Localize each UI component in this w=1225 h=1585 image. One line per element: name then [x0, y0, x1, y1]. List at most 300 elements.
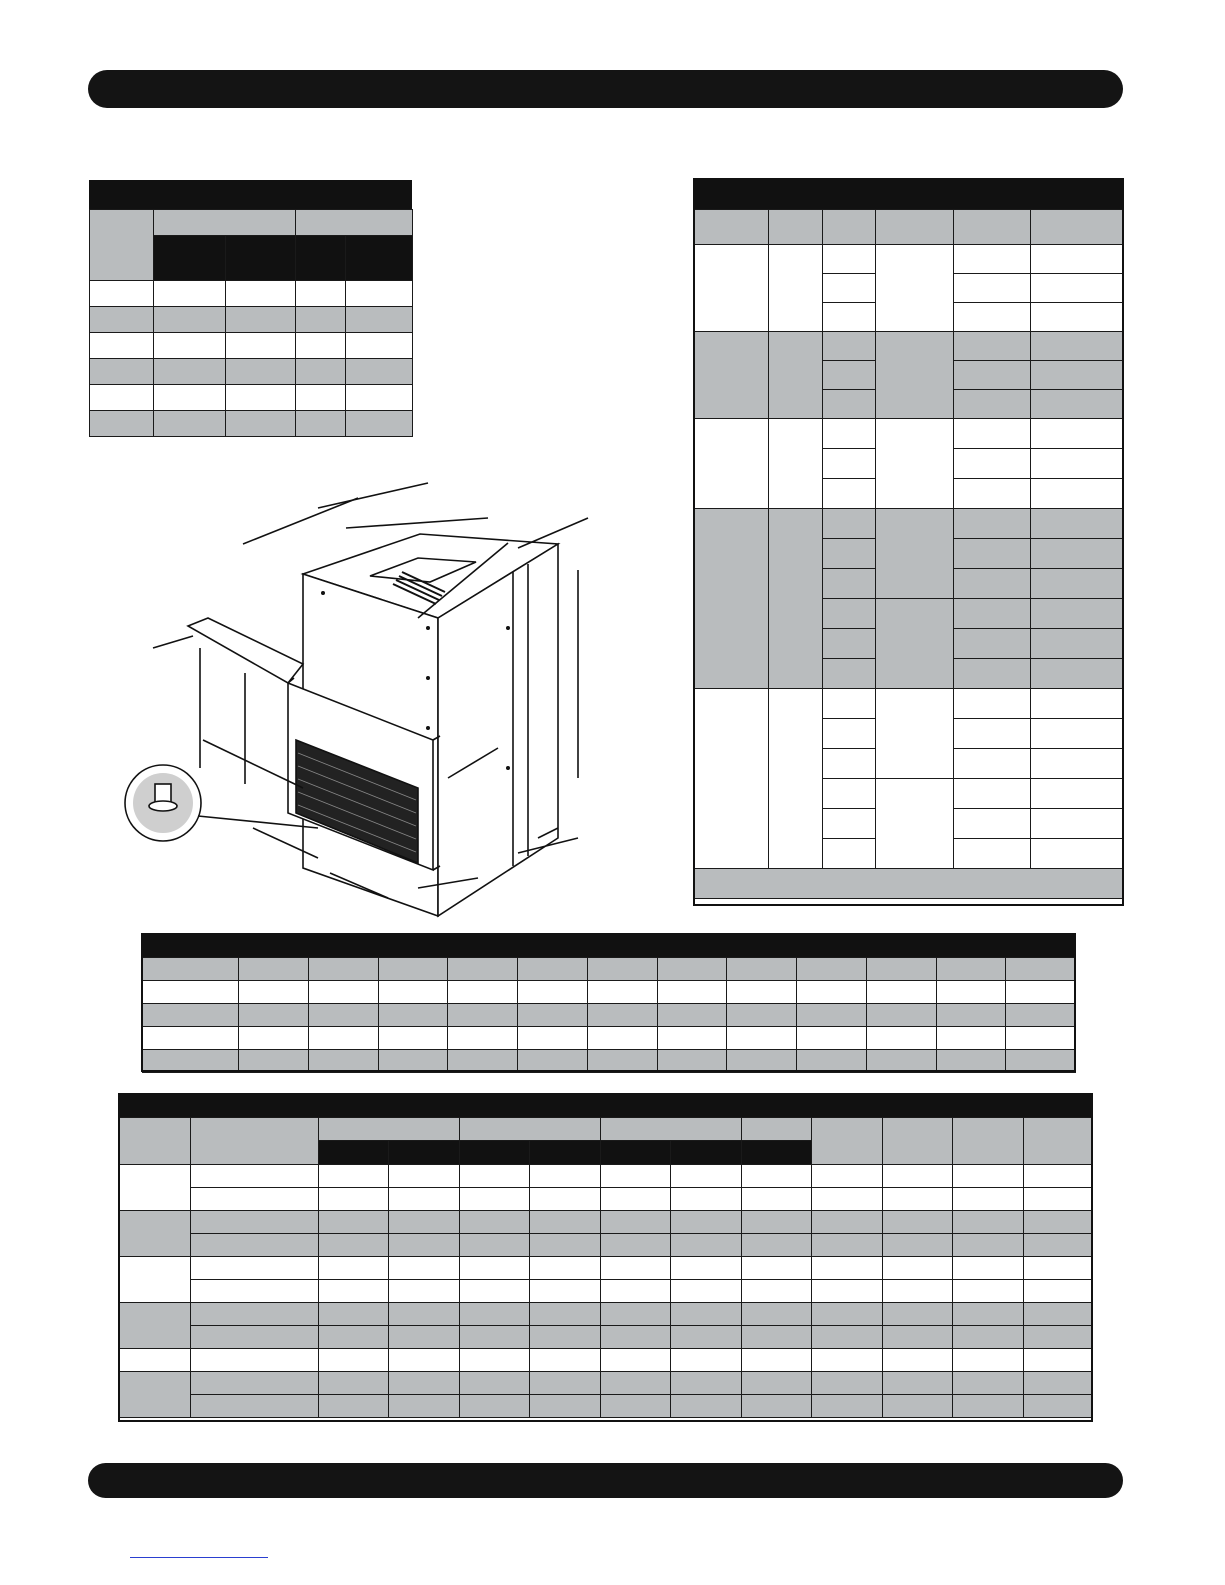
perf-cell	[389, 1280, 460, 1303]
strip-cell	[797, 958, 867, 981]
perf-cell	[460, 1234, 530, 1257]
perf-cell	[389, 1372, 460, 1395]
perf-cell	[671, 1349, 742, 1372]
perf-cell	[460, 1326, 530, 1349]
perf-cell	[671, 1326, 742, 1349]
electrical-title-bar	[694, 178, 1123, 209]
perf-head	[120, 1118, 191, 1165]
capacity-strip-title-bar	[142, 933, 1075, 957]
strip-cell	[239, 1004, 309, 1027]
elec-model-cell	[695, 509, 769, 689]
perf-cell	[191, 1349, 319, 1372]
perf-cell	[742, 1188, 812, 1211]
elec-cell	[823, 419, 876, 449]
perf-cell	[319, 1395, 389, 1418]
elec-cell	[954, 449, 1031, 479]
elec-cell	[954, 390, 1031, 419]
small-spec-cell	[296, 281, 346, 307]
strip-cell	[308, 958, 378, 981]
perf-model-cell	[120, 1165, 191, 1211]
perf-cell	[460, 1349, 530, 1372]
perf-cell	[742, 1234, 812, 1257]
elec-cell	[954, 719, 1031, 749]
perf-cell	[530, 1372, 601, 1395]
perf-cell	[191, 1165, 319, 1188]
strip-cell	[797, 1004, 867, 1027]
perf-cell	[601, 1280, 671, 1303]
perf-cell	[742, 1165, 812, 1188]
strip-cell	[1006, 958, 1076, 981]
strip-cell	[378, 1050, 448, 1073]
strip-cell	[866, 981, 936, 1004]
perf-group-head	[601, 1118, 742, 1141]
perf-subhead	[601, 1141, 671, 1165]
strip-cell	[1006, 1050, 1076, 1073]
strip-cell	[448, 958, 518, 981]
perf-cell	[953, 1326, 1024, 1349]
elec-cell	[954, 779, 1031, 809]
perf-cell	[742, 1349, 812, 1372]
elec-cell	[1031, 479, 1124, 509]
small-spec-cell	[296, 385, 346, 411]
small-spec-title-bar	[89, 180, 412, 209]
perf-cell	[1024, 1234, 1093, 1257]
strip-cell	[143, 958, 239, 981]
electrical-table	[694, 209, 1124, 899]
elec-cell	[823, 569, 876, 599]
small-spec-cell	[346, 307, 413, 333]
strip-cell	[143, 1027, 239, 1050]
strip-cell	[866, 1027, 936, 1050]
perf-cell	[319, 1303, 389, 1326]
perf-subhead	[319, 1141, 389, 1165]
strip-cell	[143, 1004, 239, 1027]
strip-cell	[587, 1004, 657, 1027]
perf-subhead	[671, 1141, 742, 1165]
perf-cell	[389, 1188, 460, 1211]
elec-cell	[954, 839, 1031, 869]
strip-cell	[518, 1027, 588, 1050]
perf-cell	[883, 1234, 953, 1257]
perf-cell	[319, 1234, 389, 1257]
perf-cell	[953, 1165, 1024, 1188]
elec-cell	[823, 303, 876, 332]
strip-cell	[587, 981, 657, 1004]
elec-head	[1031, 210, 1124, 245]
elec-cell	[1031, 689, 1124, 719]
perf-cell	[601, 1188, 671, 1211]
perf-cell	[742, 1303, 812, 1326]
small-spec-subhead	[346, 236, 413, 281]
perf-cell	[742, 1257, 812, 1280]
elec-cell	[823, 390, 876, 419]
perf-group-head	[742, 1118, 812, 1141]
small-spec-group-head	[296, 210, 413, 236]
perf-model-cell	[120, 1211, 191, 1257]
strip-cell	[308, 1050, 378, 1073]
perf-subhead	[530, 1141, 601, 1165]
performance-title-bar	[119, 1093, 1092, 1117]
strip-cell	[239, 958, 309, 981]
elec-cell	[876, 599, 954, 689]
perf-cell	[953, 1372, 1024, 1395]
small-spec-cell	[296, 411, 346, 437]
elec-cell	[823, 659, 876, 689]
small-spec-cell	[154, 411, 226, 437]
small-spec-cell	[226, 281, 296, 307]
strip-cell	[518, 981, 588, 1004]
elec-cell	[823, 361, 876, 390]
strip-cell	[518, 1004, 588, 1027]
elec-cell	[823, 719, 876, 749]
perf-head	[191, 1118, 319, 1165]
elec-cell	[1031, 509, 1124, 539]
perf-cell	[812, 1349, 883, 1372]
elec-cell	[954, 303, 1031, 332]
strip-cell	[727, 1004, 797, 1027]
small-spec-cell	[346, 385, 413, 411]
perf-cell	[530, 1211, 601, 1234]
perf-cell	[812, 1372, 883, 1395]
small-spec-cell	[90, 333, 154, 359]
perf-cell	[742, 1372, 812, 1395]
elec-cell	[823, 449, 876, 479]
strip-cell	[239, 981, 309, 1004]
elec-cell	[769, 689, 823, 869]
perf-model-cell	[120, 1303, 191, 1349]
perf-cell	[460, 1211, 530, 1234]
strip-cell	[378, 1004, 448, 1027]
elec-head	[695, 210, 769, 245]
strip-cell	[657, 981, 727, 1004]
footer-link-underline[interactable]	[130, 1557, 268, 1558]
perf-cell	[1024, 1280, 1093, 1303]
perf-cell	[1024, 1188, 1093, 1211]
elec-cell	[1031, 332, 1124, 361]
small-spec-cell	[346, 359, 413, 385]
perf-cell	[530, 1165, 601, 1188]
elec-cell	[823, 809, 876, 839]
elec-model-cell	[695, 419, 769, 509]
capacity-strip-table	[142, 957, 1076, 1073]
elec-cell	[954, 659, 1031, 689]
perf-model-cell	[120, 1349, 191, 1372]
strip-cell	[308, 981, 378, 1004]
perf-head	[812, 1118, 883, 1165]
perf-cell	[601, 1349, 671, 1372]
strip-cell	[518, 958, 588, 981]
small-spec-cell	[154, 359, 226, 385]
strip-cell	[797, 1050, 867, 1073]
perf-cell	[671, 1372, 742, 1395]
perf-cell	[530, 1280, 601, 1303]
perf-cell	[883, 1211, 953, 1234]
perf-cell	[1024, 1372, 1093, 1395]
small-spec-cell	[296, 307, 346, 333]
perf-cell	[530, 1188, 601, 1211]
small-spec-subhead	[154, 236, 226, 281]
elec-cell	[1031, 449, 1124, 479]
perf-cell	[319, 1211, 389, 1234]
elec-cell	[954, 809, 1031, 839]
perf-cell	[671, 1280, 742, 1303]
elec-head	[876, 210, 954, 245]
perf-group-head	[319, 1118, 460, 1141]
perf-cell	[953, 1349, 1024, 1372]
elec-head	[954, 210, 1031, 245]
elec-cell	[1031, 390, 1124, 419]
perf-cell	[812, 1280, 883, 1303]
elec-cell	[954, 274, 1031, 303]
small-spec-cell	[226, 411, 296, 437]
strip-cell	[1006, 981, 1076, 1004]
perf-cell	[812, 1188, 883, 1211]
perf-cell	[319, 1280, 389, 1303]
perf-cell	[191, 1303, 319, 1326]
small-spec-cell	[154, 307, 226, 333]
elec-cell	[876, 689, 954, 779]
perf-group-head	[460, 1118, 601, 1141]
perf-subhead	[389, 1141, 460, 1165]
strip-cell	[866, 1004, 936, 1027]
elec-cell	[1031, 419, 1124, 449]
elec-cell	[1031, 569, 1124, 599]
perf-cell	[953, 1257, 1024, 1280]
strip-cell	[727, 1050, 797, 1073]
perf-cell	[319, 1326, 389, 1349]
strip-cell	[936, 1027, 1006, 1050]
perf-cell	[953, 1303, 1024, 1326]
strip-cell	[378, 981, 448, 1004]
elec-cell	[823, 509, 876, 539]
perf-cell	[1024, 1165, 1093, 1188]
elec-cell	[1031, 274, 1124, 303]
elec-cell	[954, 479, 1031, 509]
perf-cell	[191, 1326, 319, 1349]
small-spec-cell	[226, 359, 296, 385]
elec-model-cell	[695, 689, 769, 869]
elec-cell	[876, 509, 954, 599]
small-spec-cell	[226, 333, 296, 359]
elec-cell	[1031, 599, 1124, 629]
elec-model-cell	[695, 245, 769, 332]
small-spec-cell	[346, 281, 413, 307]
small-spec-group-head	[154, 210, 296, 236]
elec-cell	[1031, 749, 1124, 779]
strip-cell	[518, 1050, 588, 1073]
elec-cell	[769, 332, 823, 419]
perf-cell	[389, 1326, 460, 1349]
small-spec-corner	[90, 210, 154, 281]
perf-cell	[812, 1326, 883, 1349]
elec-cell	[823, 779, 876, 809]
elec-cell	[823, 839, 876, 869]
perf-cell	[812, 1234, 883, 1257]
elec-head	[769, 210, 823, 245]
perf-cell	[1024, 1257, 1093, 1280]
perf-model-cell	[120, 1372, 191, 1418]
elec-cell	[954, 629, 1031, 659]
strip-cell	[308, 1004, 378, 1027]
small-spec-cell	[296, 359, 346, 385]
small-spec-cell	[90, 359, 154, 385]
strip-cell	[866, 1050, 936, 1073]
strip-cell	[378, 1027, 448, 1050]
strip-cell	[587, 1027, 657, 1050]
small-spec-cell	[90, 385, 154, 411]
strip-cell	[657, 1004, 727, 1027]
elec-cell	[1031, 779, 1124, 809]
perf-cell	[883, 1165, 953, 1188]
elec-cell	[1031, 839, 1124, 869]
small-spec-subhead	[226, 236, 296, 281]
strip-cell	[239, 1027, 309, 1050]
perf-cell	[191, 1257, 319, 1280]
elec-cell	[876, 779, 954, 869]
header-band	[88, 70, 1123, 108]
elec-cell	[954, 539, 1031, 569]
perf-cell	[671, 1234, 742, 1257]
perf-cell	[530, 1303, 601, 1326]
perf-cell	[742, 1326, 812, 1349]
small-spec-cell	[346, 333, 413, 359]
perf-cell	[1024, 1303, 1093, 1326]
perf-cell	[883, 1395, 953, 1418]
perf-cell	[671, 1395, 742, 1418]
elec-cell	[1031, 245, 1124, 274]
perf-cell	[742, 1280, 812, 1303]
strip-cell	[308, 1027, 378, 1050]
strip-cell	[936, 1050, 1006, 1073]
perf-cell	[1024, 1395, 1093, 1418]
elec-cell	[823, 599, 876, 629]
small-spec-cell	[90, 281, 154, 307]
elec-cell	[954, 569, 1031, 599]
perf-cell	[319, 1188, 389, 1211]
strip-cell	[657, 958, 727, 981]
perf-cell	[191, 1280, 319, 1303]
perf-cell	[883, 1188, 953, 1211]
perf-cell	[671, 1303, 742, 1326]
perf-cell	[883, 1303, 953, 1326]
strip-cell	[727, 958, 797, 981]
perf-cell	[389, 1349, 460, 1372]
perf-cell	[389, 1211, 460, 1234]
perf-cell	[601, 1234, 671, 1257]
footer-band	[88, 1463, 1123, 1498]
perf-cell	[460, 1280, 530, 1303]
strip-cell	[1006, 1027, 1076, 1050]
perf-cell	[530, 1349, 601, 1372]
perf-cell	[530, 1326, 601, 1349]
perf-cell	[953, 1211, 1024, 1234]
condensing-unit-drawing-icon	[118, 478, 598, 918]
perf-cell	[530, 1395, 601, 1418]
perf-cell	[953, 1188, 1024, 1211]
perf-cell	[191, 1372, 319, 1395]
perf-cell	[389, 1234, 460, 1257]
elec-cell	[1031, 719, 1124, 749]
elec-cell	[954, 361, 1031, 390]
elec-cell	[954, 689, 1031, 719]
perf-cell	[953, 1234, 1024, 1257]
elec-cell	[823, 539, 876, 569]
small-spec-cell	[296, 333, 346, 359]
perf-cell	[319, 1349, 389, 1372]
small-spec-cell	[90, 307, 154, 333]
small-spec-cell	[90, 411, 154, 437]
strip-cell	[143, 1050, 239, 1073]
elec-head	[823, 210, 876, 245]
perf-cell	[319, 1372, 389, 1395]
perf-cell	[530, 1257, 601, 1280]
elec-footnote-row	[695, 869, 1124, 899]
elec-cell	[954, 419, 1031, 449]
elec-cell	[954, 749, 1031, 779]
perf-cell	[812, 1303, 883, 1326]
elec-cell	[823, 749, 876, 779]
strip-cell	[797, 1027, 867, 1050]
perf-cell	[742, 1211, 812, 1234]
perf-cell	[601, 1326, 671, 1349]
elec-cell	[823, 245, 876, 274]
perf-cell	[191, 1234, 319, 1257]
perf-cell	[1024, 1349, 1093, 1372]
perf-cell	[671, 1165, 742, 1188]
perf-cell	[191, 1395, 319, 1418]
perf-cell	[319, 1165, 389, 1188]
elec-cell	[823, 274, 876, 303]
elec-cell	[769, 509, 823, 689]
perf-cell	[460, 1257, 530, 1280]
strip-cell	[727, 981, 797, 1004]
small-spec-cell	[346, 411, 413, 437]
perf-cell	[812, 1165, 883, 1188]
elec-cell	[823, 332, 876, 361]
elec-cell	[954, 599, 1031, 629]
perf-cell	[460, 1372, 530, 1395]
perf-cell	[389, 1165, 460, 1188]
perf-head	[1024, 1118, 1093, 1165]
perf-cell	[883, 1326, 953, 1349]
perf-subhead	[742, 1141, 812, 1165]
strip-cell	[936, 981, 1006, 1004]
elec-cell	[1031, 629, 1124, 659]
small-spec-table	[89, 209, 413, 437]
strip-cell	[448, 1027, 518, 1050]
strip-cell	[797, 981, 867, 1004]
elec-model-cell	[695, 332, 769, 419]
perf-cell	[1024, 1211, 1093, 1234]
strip-cell	[448, 981, 518, 1004]
perf-cell	[812, 1211, 883, 1234]
perf-cell	[812, 1395, 883, 1418]
small-spec-cell	[154, 333, 226, 359]
perf-cell	[460, 1188, 530, 1211]
elec-cell	[769, 245, 823, 332]
perf-cell	[883, 1349, 953, 1372]
elec-cell	[876, 332, 954, 419]
strip-cell	[936, 958, 1006, 981]
perf-cell	[389, 1395, 460, 1418]
perf-model-cell	[120, 1257, 191, 1303]
strip-cell	[657, 1050, 727, 1073]
strip-cell	[866, 958, 936, 981]
strip-cell	[448, 1004, 518, 1027]
strip-cell	[239, 1050, 309, 1073]
elec-cell	[769, 419, 823, 509]
small-spec-cell	[226, 385, 296, 411]
